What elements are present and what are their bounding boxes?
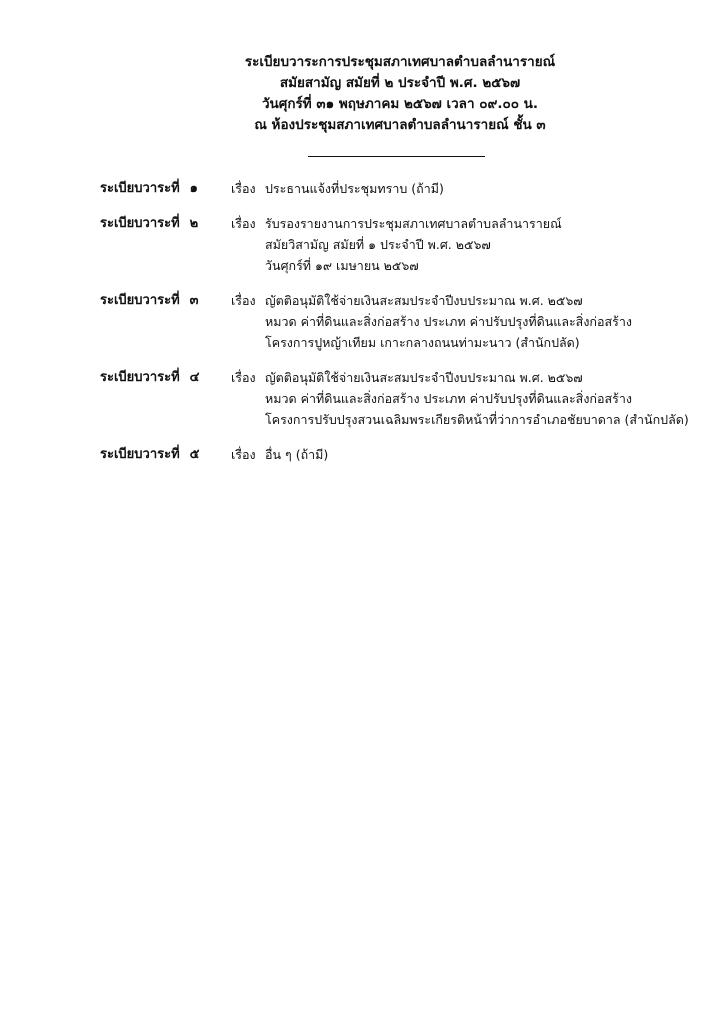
agenda-item-label (100, 213, 198, 234)
agenda-item-line: ญัตติอนุมัติใช้จ่ายเงินสะสมประจำปีงบประมาณ พ.ศ. ๒๕๖๗ (265, 370, 583, 385)
agenda-item-line: หมวด ค่าที่ดินและสิ่งก่อสร้าง ประเภท ค่าปรับปรุงที่ดินและสิ่งก่อสร้าง (265, 314, 632, 329)
agenda-item-label (100, 444, 200, 465)
agenda-item-label-text: ระเบียบวาระที่ (100, 181, 180, 196)
document-header (0, 52, 724, 136)
agenda-item-line: อื่น ๆ (ถ้ามี) (265, 447, 329, 462)
agenda-item-5 (100, 444, 710, 465)
header-location: ณ ห้องประชุมสภาเทศบาลตำบลลำนารายณ์ ชั้น ๓ (254, 117, 546, 133)
agenda-list (100, 178, 710, 479)
agenda-item-2 (100, 213, 710, 276)
agenda-item-text (265, 213, 710, 276)
agenda-item-line: สมัยวิสามัญ สมัยที่ ๑ ประจำปี พ.ศ. ๒๕๖๗ (265, 237, 491, 252)
agenda-item-subject-key: เรื่อง (231, 370, 256, 385)
header-session: สมัยสามัญ สมัยที่ ๒ ประจำปี พ.ศ. ๒๕๖๗ (279, 75, 521, 91)
agenda-item-label-text: ระเบียบวาระที่ (100, 216, 180, 231)
agenda-item-line: ญัตติอนุมัติใช้จ่ายเงินสะสมประจำปีงบประมาณ พ.ศ. ๒๕๖๗ (265, 293, 583, 308)
agenda-item-label (100, 367, 200, 388)
agenda-item-line: ประธานแจ้งที่ประชุมทราบ (ถ้ามี) (265, 181, 444, 196)
agenda-item-text (265, 367, 710, 430)
agenda-item-label (100, 178, 198, 199)
agenda-item-line: หมวด ค่าที่ดินและสิ่งก่อสร้าง ประเภท ค่าปรับปรุงที่ดินและสิ่งก่อสร้าง (265, 391, 632, 406)
agenda-item-3 (100, 290, 710, 353)
agenda-item-subject-key: เรื่อง (231, 181, 256, 196)
header-title: ระเบียบวาระการประชุมสภาเทศบาลตำบลลำนารายณ์ (244, 54, 556, 70)
header-divider (308, 156, 485, 157)
agenda-item-4 (100, 367, 710, 430)
agenda-item-label-text: ระเบียบวาระที่ (100, 447, 180, 462)
agenda-item-number: ๕ (189, 447, 200, 462)
agenda-item-number: ๓ (189, 293, 199, 308)
agenda-item-line: โครงการปูหญ้าเทียม เกาะกลางถนนท่ามะนาว (สำนักปลัด) (265, 335, 580, 350)
agenda-item-number: ๑ (189, 181, 198, 196)
agenda-item-label-text: ระเบียบวาระที่ (100, 370, 180, 385)
header-date-time: วันศุกร์ที่ ๓๑ พฤษภาคม ๒๕๖๗ เวลา ๐๙.๐๐ น. (261, 96, 539, 112)
agenda-item-line: วันศุกร์ที่ ๑๙ เมษายน ๒๕๖๗ (265, 258, 419, 273)
agenda-item-subject-key: เรื่อง (231, 293, 256, 308)
agenda-item-label-text: ระเบียบวาระที่ (100, 293, 180, 308)
agenda-item-subject-key: เรื่อง (231, 447, 256, 462)
agenda-item-text (265, 178, 710, 199)
agenda-item-line: รับรองรายงานการประชุมสภาเทศบาลตำบลลำนารายณ์ (265, 216, 562, 231)
agenda-item-text (265, 290, 710, 353)
agenda-item-1 (100, 178, 710, 199)
agenda-item-subject-key: เรื่อง (231, 216, 256, 231)
agenda-item-number: ๒ (189, 216, 199, 231)
agenda-item-line: โครงการปรับปรุงสวนเฉลิมพระเกียรติหน้าที่ว่าการอำเภอชัยบาดาล (สำนักปลัด) (265, 412, 689, 427)
agenda-item-text (265, 444, 710, 465)
agenda-item-number: ๔ (189, 370, 200, 385)
agenda-item-label (100, 290, 199, 311)
